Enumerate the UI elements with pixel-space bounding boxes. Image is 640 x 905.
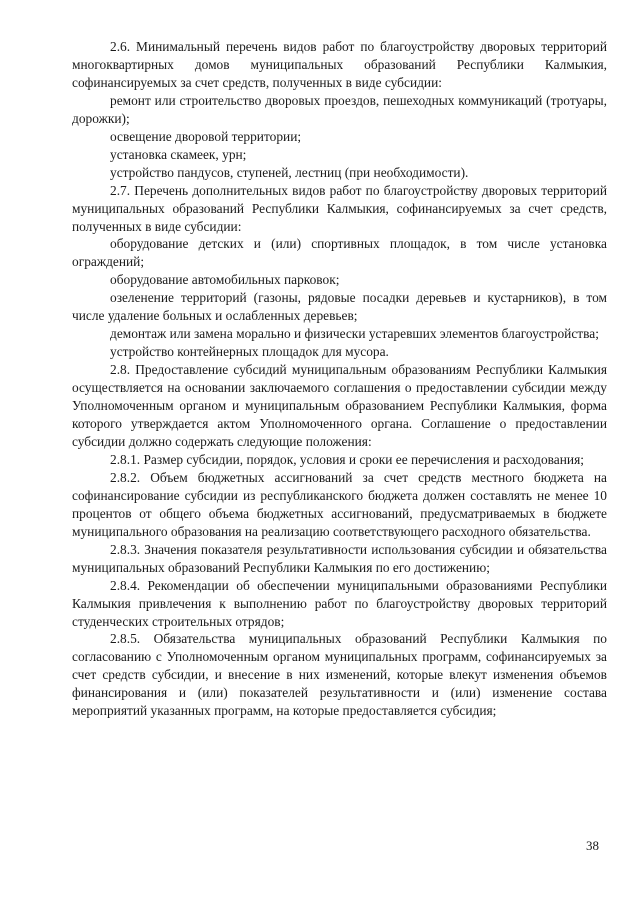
- paragraph-2-8-5: 2.8.5. Обязательства муниципальных образований Республики Калмыкия по согласованию с Уполномоченным органом муниципальных программ, софинансируемых за счет средств субсидии, и внесение в них изменений, которые влекут изменения объемов финансирования и (или) показателей результативности и (или) изменение состава мероприятий указанных программ, на которые предоставляется субсидия;: [72, 631, 607, 719]
- list-item-benches: установка скамеек, урн;: [110, 146, 247, 162]
- paragraph-2-8-1: 2.8.1. Размер субсидии, порядок, условия и сроки ее перечисления и расходования;: [110, 451, 584, 467]
- paragraph-2-8-4: 2.8.4. Рекомендации об обеспечении муниципальными образованиями Республики Калмыкия привлечения к выполнению работ по благоустройству дворовых территорий студенческих строительных отрядов;: [72, 577, 607, 629]
- document-body: [72, 38, 607, 720]
- paragraph-2-6: 2.6. Минимальный перечень видов работ по благоустройству дворовых территорий многоквартирных домов муниципальных образований Республики Калмыкия, софинансируемых за счет средств, полученных в виде субсидии:: [72, 39, 607, 90]
- page-number: 38: [586, 838, 599, 853]
- list-item-ramps: устройство пандусов, ступеней, лестниц (при необходимости).: [110, 164, 469, 180]
- list-item-driveways: ремонт или строительство дворовых проездов, пешеходных коммуникаций (тротуары, дорожки);: [72, 92, 607, 126]
- paragraph-2-8: 2.8. Предоставление субсидий муниципальным образованиям Республики Калмыкия осуществляется на основании заключаемого соглашения о предоставлении субсидии между Уполномоченным органом и муниципальным образованием Республики Калмыкия, форма которого утверждается актом Уполномоченного органа. Соглашение о предоставлении субсидии должно содержать следующие положения:: [72, 362, 607, 449]
- list-item-playgrounds: оборудование детских и (или) спортивных площадок, в том числе установка ограждений;: [72, 236, 607, 270]
- paragraph-2-8-3: 2.8.3. Значения показателя результативности использования субсидии и обязательства муниципальных образований Республики Калмыкия по его достижению;: [72, 541, 607, 575]
- list-item-lighting: освещение дворовой территории;: [110, 128, 302, 144]
- list-item-parking: оборудование автомобильных парковок;: [110, 272, 340, 288]
- paragraph-2-7: 2.7. Перечень дополнительных видов работ по благоустройству дворовых территорий муниципальных образований Республики Калмыкия, софинансируемых за счет средств, полученных в виде субсидии:: [72, 182, 607, 234]
- list-item-landscaping: озеленение территорий (газоны, рядовые посадки деревьев и кустарников), в том числе удаление больных и ослабленных деревьев;: [72, 290, 607, 324]
- list-item-containers: устройство контейнерных площадок для мусора.: [110, 344, 389, 360]
- list-item-dismantling: демонтаж или замена морально и физически устаревших элементов благоустройства;: [110, 326, 599, 342]
- paragraph-2-8-2: 2.8.2. Объем бюджетных ассигнований за счет средств местного бюджета на софинансирование субсидии из республиканского бюджета должен составлять не менее 10 процентов от общего объема бюджетных ассигнований, предусматриваемых в бюджете муниципального образования на реализацию соответствующего расходного обязательства.: [72, 469, 607, 539]
